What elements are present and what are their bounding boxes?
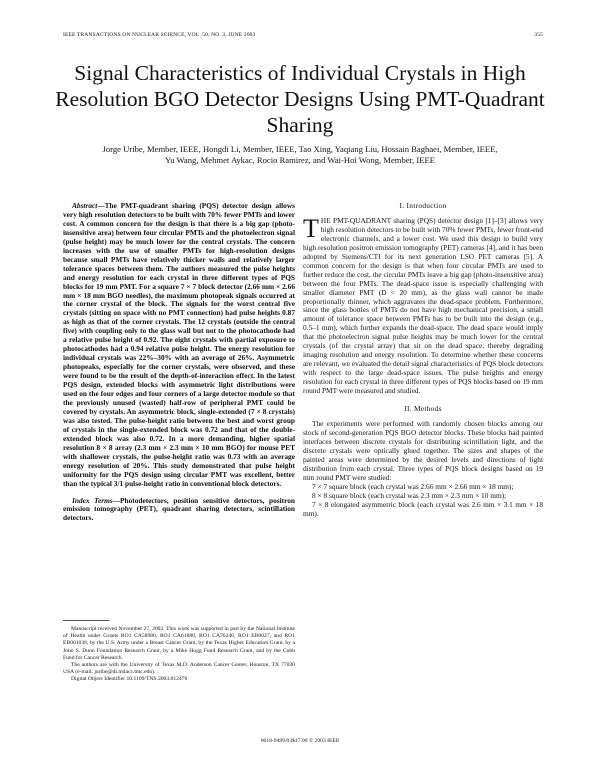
index-terms	[63, 497, 295, 524]
abstract-label: Abstract	[72, 201, 98, 210]
footnote-manuscript: Manuscript received November 27, 2002. This work was supported in part by the National Institute of Health under Grants RO1 CA58980, RO1 CA61880, RO1 CA76246, RO1 EB0027, and RO1 EB001038, by the U.S. Army under a Breast Cancer Grant, by the Texas Higher Education Grant, by a John S. Dunn Foundation Research Grant, by a Mike Hogg Fund Research Grant, and by the Cobb Fund for Cancer Research.	[63, 626, 295, 661]
author-list	[60, 144, 540, 166]
footnote-affiliation: The authors are with the University of Texas M.D. Anderson Cancer Center, Houston, TX 77030 USA (e-mail: juribe@di.mdacc.tmc.edu).	[63, 662, 295, 676]
footnote	[63, 626, 295, 684]
list-item: 7 × 8 elongated asymmetric block (each crystal was 2.6 mm × 3.1 mm × 18 mm).	[303, 499, 543, 518]
drop-cap: T	[303, 213, 319, 243]
footnote-doi: Digital Object Identifier 10.1109/TNS.2003.812478	[71, 676, 188, 683]
page-number: 355	[534, 32, 543, 38]
index-terms-text: —Photodetectors, position sensitive detectors, positron emission tomography (PET), quadrant sharing detectors, scintillation detectors.	[63, 495, 295, 523]
list-item: 8 × 8 square block (each crystal was 2.3 mm × 2.3 mm × 10 mm);	[312, 490, 507, 500]
author-line-2: Yu Wang, Mehmet Aykac, Rocio Ramirez, and Wai-Hoi Wong, Member, IEEE	[164, 155, 436, 165]
copyright-footer: 0018-9499/03$17.00 © 2003 IEEE	[260, 738, 340, 744]
journal-name: IEEE TRANSACTIONS ON NUCLEAR SCIENCE, VOL. 50, NO. 3, JUNE 2003	[63, 32, 256, 38]
author-line-1: Jorge Uribe, Member, IEEE, Hongdi Li, Member, IEEE, Tao Xing, Yaqiang Liu, Hossain Baghaei, Member, IEEE,	[102, 144, 498, 154]
introduction-text	[303, 213, 543, 396]
section-heading-methods: II. Methods	[404, 404, 442, 414]
methods-text: The experiments were performed with randomly chosen blocks among our stock of second-generation PQS BGO detector blocks. These blocks had painted interfaces between discrete crystals for distributing scintillation light, and the discrete crystals were optically glued together. The sizes and shapes of the painted areas were determined by the desired levels and directions of light distribution from each crystal. Three types of PQS block designs based on 19 mm round PMT were studied:	[303, 418, 543, 482]
left-column	[63, 202, 295, 523]
paper-title: Signal Characteristics of Individual Crystals in High Resolution BGO Detector Designs Using PMT-Quadrant Sharing	[55, 61, 545, 137]
index-terms-label: Index Terms	[72, 495, 113, 505]
abstract-text: —The PMT-quadrant sharing (PQS) detector design allows very high resolution detectors to be built with 70% fewer PMTs and lower cost. A common concern for the design is that there is a big gap (photo-insensitive area) between four circular PMTs and the photoelectron signal (pulse height) may be much lower for the central crystals. The concern increases with the use of smaller PMTs for high-resolution designs because small PMTs have relatively thicker walls and relatively larger tolerance spaces between them. The authors measured the pulse heights and energy resolution for each crystal in three different types of PQS blocks for 19 mm PMT. For a square 7 × 7 block detector (2.66 mm × 2.66 mm × 18 mm BGO needles), the maximum photopeak signals occurred at the corner crystal of the block. The signals for the worst central five crystals (sitting on space with no PMT connection) had pulse heights 0.87 as high as that of the corner crystals. The 12 crystals (outside the central five) with coupling only to the glass wall but not to the photocathode had a relative pulse height of 0.92. The eight crystals with partial exposure to photocathodes had a 0.94 relative pulse height. The energy resolution for individual crystals was 22%–30% with an average of 26%. Asymmetric photopeaks, especially for the corner crystals, were observed, and these were found to be the result of the depth-of-interaction effect. In the latest PQS design, extended blocks with asymmetric light distributions were used on the four edges and four corners of a large detector module so that the previously unused (wasted) half-row of peripheral PMT could be covered by crystals. An asymmetric block, single-extended (7 × 8 crystals) was also tested. The pulse-height ratio between the best and worst group of crystals in the single-extended block was 0.72 and that of the double-extended block was also 0.72. In a more demanding, higher spatial resolution 8 × 8 array (2.3 mm × 2.3 mm × 10 mm BGO) for mouse PET with shallower crystals, the pulse-height ratio was 0.73 with an average energy resolution of 20%. This study demonstrated that pulse height uniformity for the PQS design using circular PMT was excellent, better than the typical 3/1 pulse-height ratio in conventional block detectors.	[63, 201, 295, 488]
running-header	[63, 32, 543, 38]
introduction-body: HE PMT-QUADRANT sharing (PQS) detector design [1]–[3] allows very high resolution detectors to be built with 70% fewer PMTs, fewer front-end electronic channels, and a lower cost. We used this design to build very high resolution positron emission tomography (PET) cameras [4], and it has been adopted by Siemens/CTI for its next generation LSO PET cameras [5]. A common concern for the design is that when four circular PMTs are used to further reduce the cost, the circular PMTs leave a big gap (photo-insensitive area) between the four PMTs. The dead-space issue is especially challenging with smaller diameter PMT (D < 20 mm), as the glass wall cannot be made proportionally thinner, which aggravates the dead-space problem. Furthermore, since the glass bottles of PMTs do not have high mechanical precision, a small amount of tolerance space between PMTs has to be built into the design (e.g., 0.5–1 mm), which further expands the dead-space. The dead space would imply that the photoelectron signal pulse heights may be much lower for the central crystals (of the crystal array) that sit on the dead space, thereby degrading imaging resolution and energy resolution. To determine whether these concerns are relevant, we evaluated the detail signal characteristics of PQS block detectors with respect to the large dead-space issues. The pulse heights and energy resolution for each crystal in three different types of PQS blocks based on 19 mm round PMT were measured and studied.	[303, 215, 543, 396]
list-item: 7 × 7 square block (each crystal was 2.66 mm × 2.66 mm × 18 mm);	[312, 481, 514, 491]
footnote-rule	[63, 620, 109, 621]
section-heading-introduction: I. Introduction	[399, 201, 447, 210]
right-column	[303, 202, 543, 518]
abstract	[63, 202, 295, 489]
